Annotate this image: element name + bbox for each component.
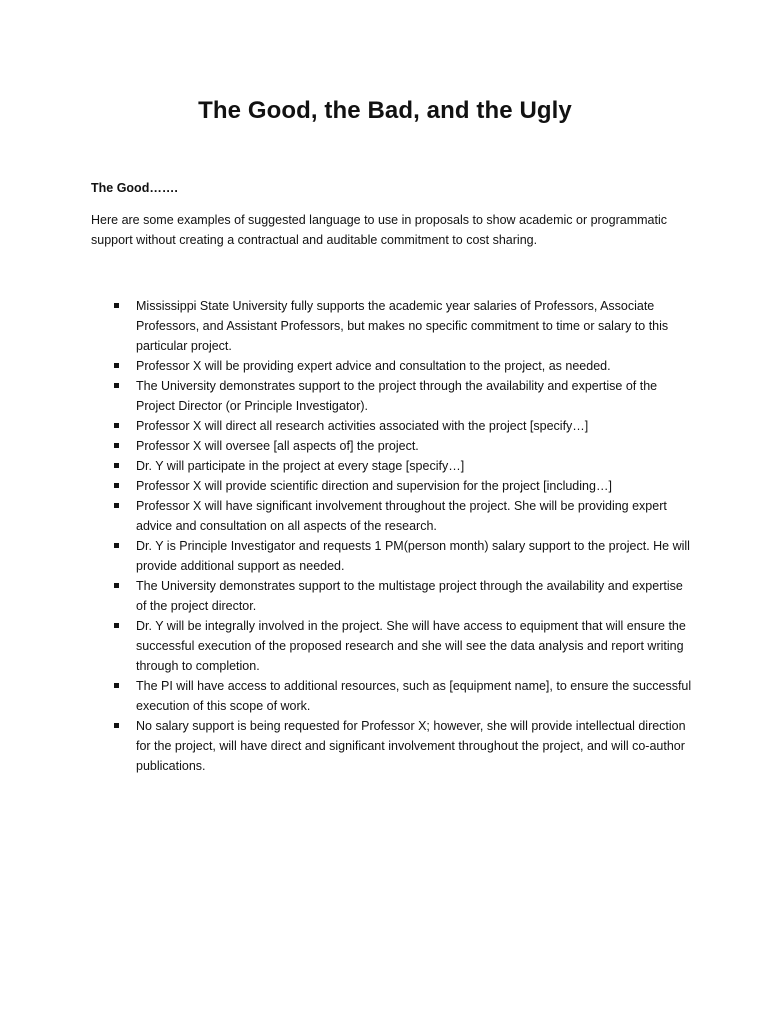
- list-item: [136, 616, 692, 676]
- list-item: [136, 536, 692, 576]
- square-bullet-icon: [114, 383, 119, 388]
- list-item-text: Professor X will be providing expert advice and consultation to the project, as needed.: [136, 359, 611, 373]
- square-bullet-icon: [114, 683, 119, 688]
- intro-paragraph: Here are some examples of suggested language to use in proposals to show academic or programmatic support without creating a contractual and auditable commitment to cost sharing.: [91, 213, 668, 247]
- square-bullet-icon: [114, 623, 119, 628]
- square-bullet-icon: [114, 363, 119, 368]
- list-item-text: Professor X will have significant involvement throughout the project. She will be providing expert advice and consultation on all aspects of the research.: [136, 499, 667, 533]
- square-bullet-icon: [114, 543, 119, 548]
- square-bullet-icon: [114, 483, 119, 488]
- square-bullet-icon: [114, 443, 119, 448]
- list-item: [136, 716, 692, 776]
- list-item: [136, 356, 692, 376]
- list-item: [136, 576, 692, 616]
- list-item: [136, 456, 692, 476]
- list-item-text: The University demonstrates support to the multistage project through the availability and expertise of the project director.: [136, 579, 683, 613]
- list-item: [136, 496, 692, 536]
- list-item: [136, 416, 692, 436]
- list-item-text: Dr. Y will be integrally involved in the project. She will have access to equipment that will ensure the successful execution of the proposed research and she will see the data analysis and report writing through to completion.: [136, 619, 686, 673]
- square-bullet-icon: [114, 503, 119, 508]
- list-item-text: Dr. Y is Principle Investigator and requests 1 PM(person month) salary support to the project. He will provide additional support as needed.: [136, 539, 690, 573]
- list-item: [136, 376, 692, 416]
- square-bullet-icon: [114, 723, 119, 728]
- square-bullet-icon: [114, 583, 119, 588]
- list-item: [136, 436, 692, 456]
- list-item: [136, 676, 692, 716]
- square-bullet-icon: [114, 303, 119, 308]
- square-bullet-icon: [114, 423, 119, 428]
- list-item-text: The University demonstrates support to the project through the availability and expertise of the Project Director (or Principle Investigator).: [136, 379, 658, 413]
- section-heading-good: The Good…….: [91, 181, 178, 195]
- list-item-text: Dr. Y will participate in the project at every stage [specify…]: [136, 459, 465, 473]
- list-item: [136, 476, 692, 496]
- document-title: The Good, the Bad, and the Ugly: [198, 97, 572, 124]
- list-item-text: The PI will have access to additional resources, such as [equipment name], to ensure the successful execution of this scope of work.: [136, 679, 692, 713]
- list-item: [136, 296, 692, 356]
- list-item-text: Mississippi State University fully supports the academic year salaries of Professors, Associate Professors, and Assistant Professors, but makes no specific commitment to time or salary to this particular project.: [136, 299, 669, 353]
- list-item-text: Professor X will oversee [all aspects of] the project.: [136, 439, 419, 453]
- list-item-text: Professor X will provide scientific direction and supervision for the project [including…]: [136, 479, 612, 493]
- list-item-text: No salary support is being requested for Professor X; however, she will provide intellectual direction for the project, will have direct and significant involvement throughout the project, and will co-author publications.: [136, 719, 686, 773]
- list-item-text: Professor X will direct all research activities associated with the project [specify…]: [136, 419, 589, 433]
- suggested-language-list: [136, 296, 692, 776]
- square-bullet-icon: [114, 463, 119, 468]
